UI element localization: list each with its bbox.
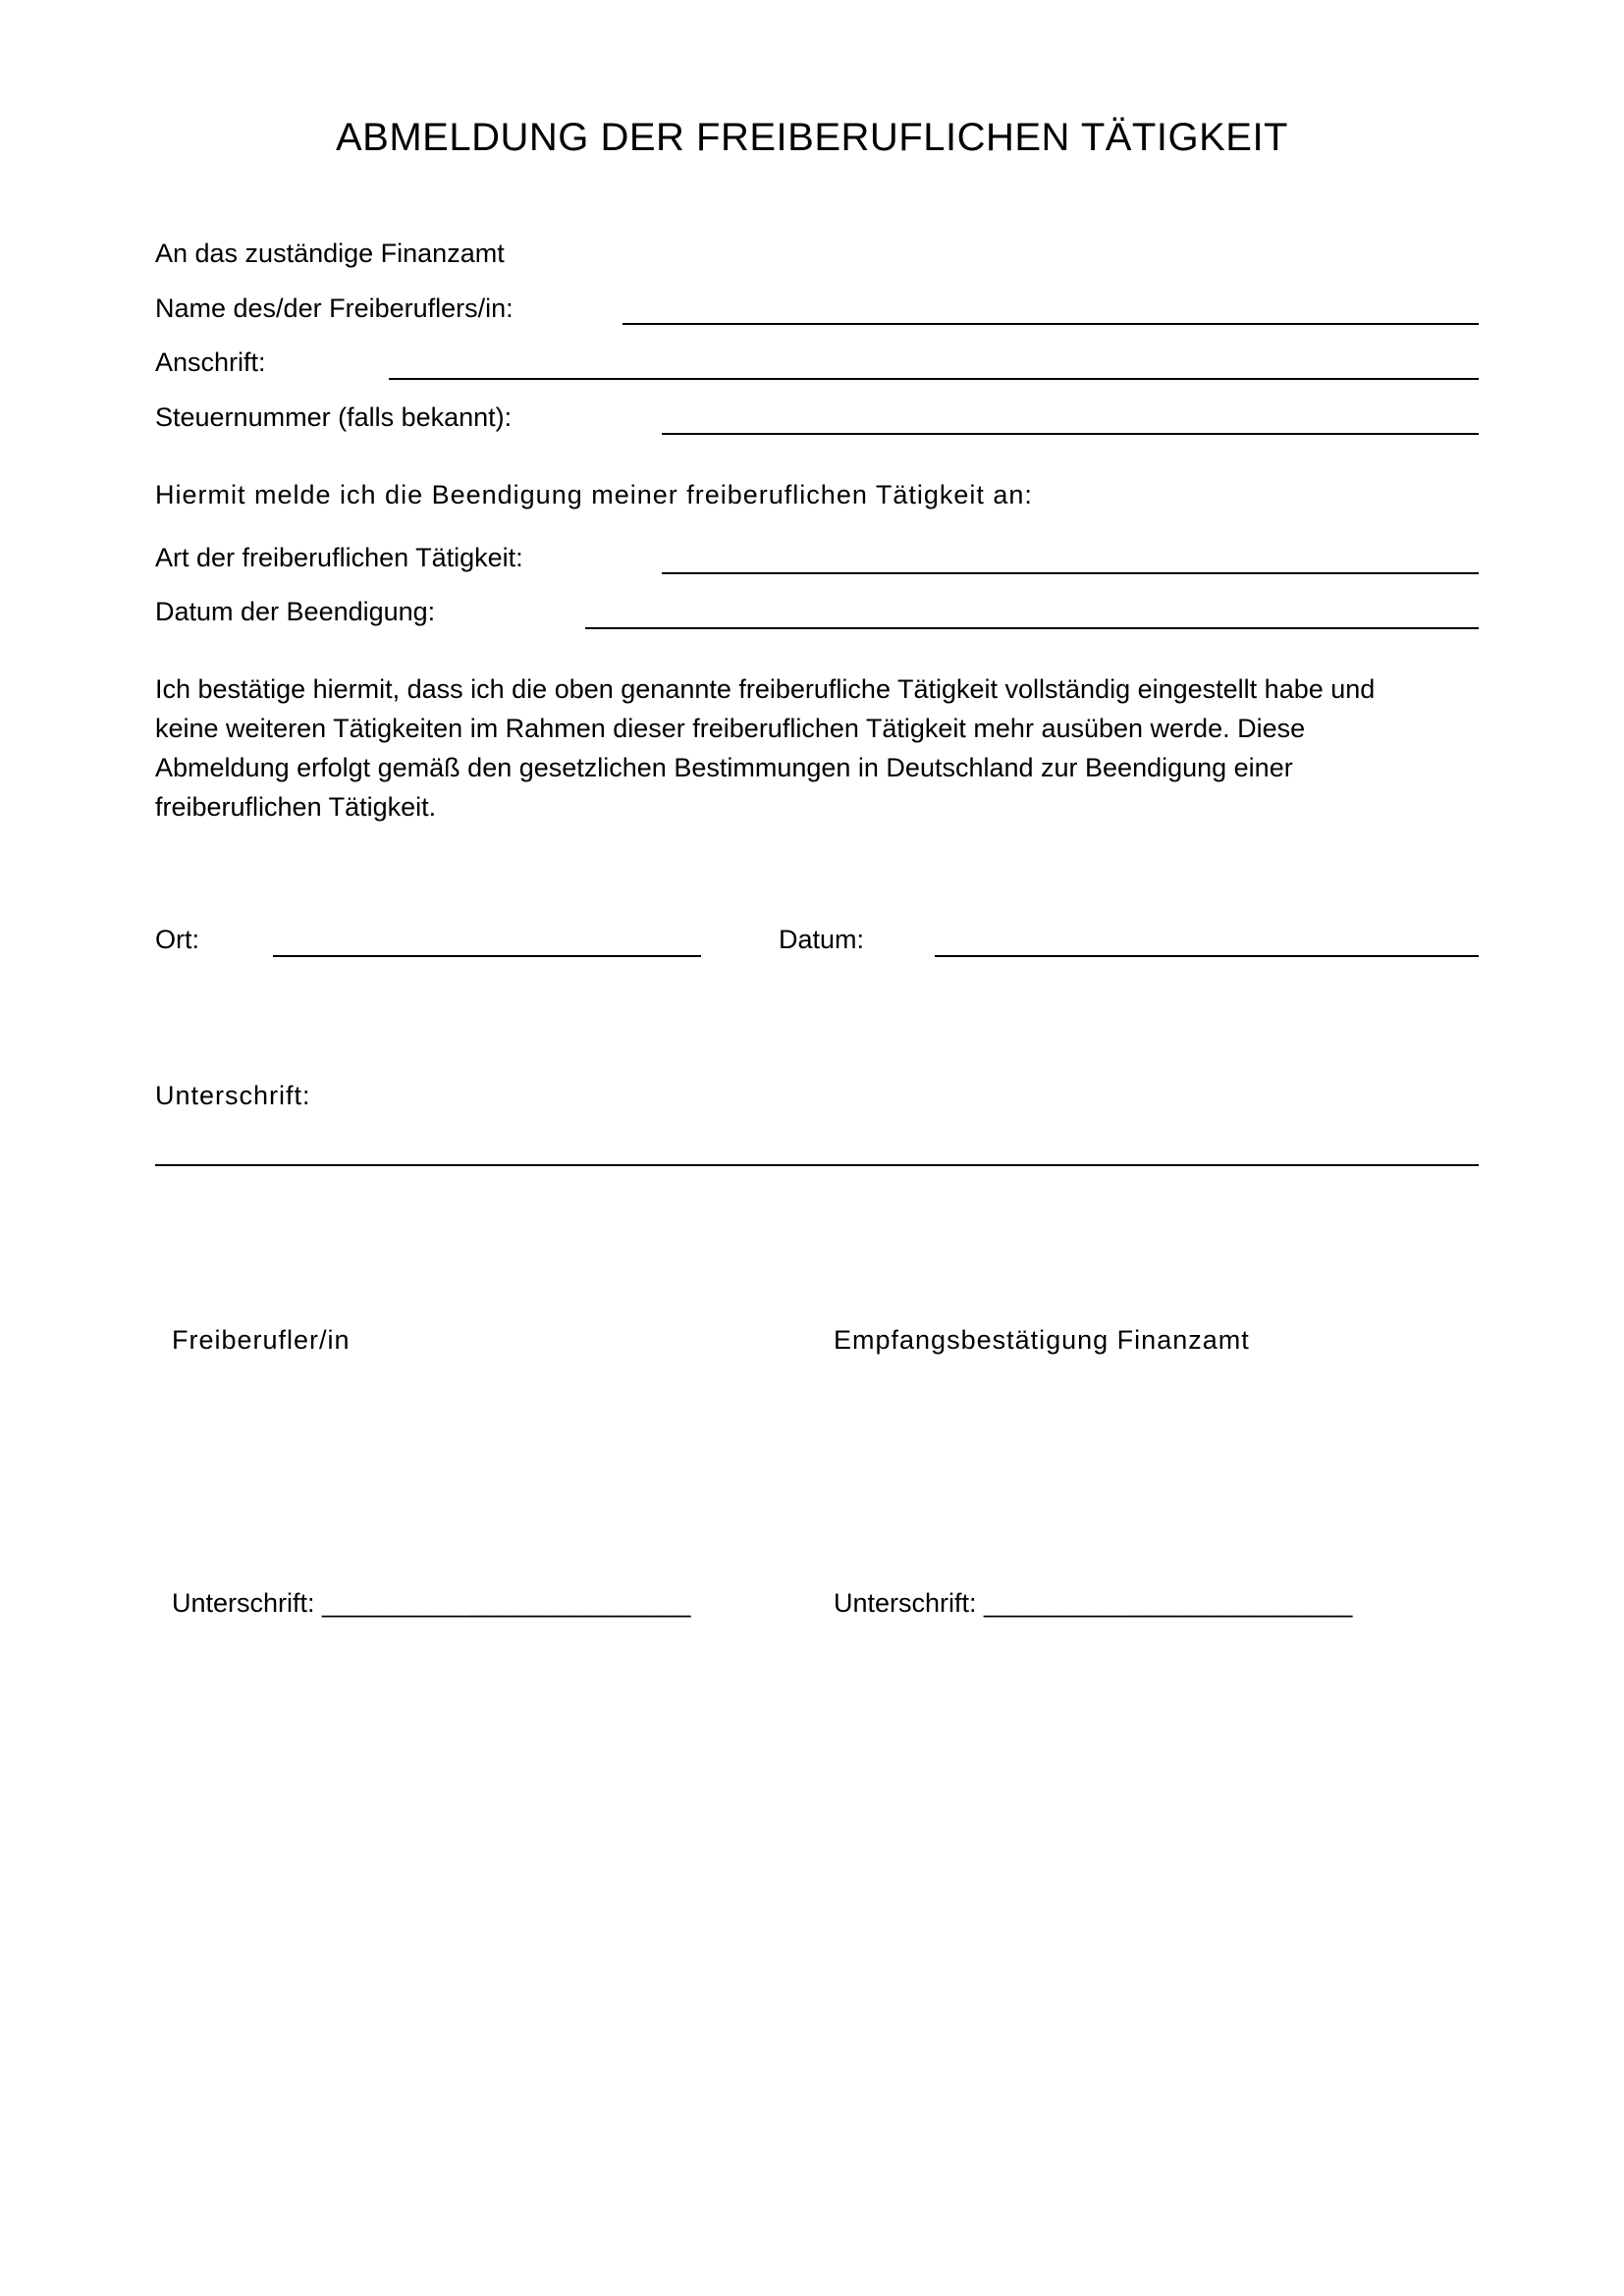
end-date-label: Datum der Beendigung: [155, 597, 436, 626]
activity-label: Art der freiberuflichen Tätigkeit: [155, 543, 523, 572]
address-label: Anschrift: [155, 347, 266, 377]
intro-text: Hiermit melde ich die Beendigung meiner freiberuflichen Tätigkeit an: [155, 480, 1033, 509]
tax-number-label: Steuernummer (falls bekannt): [155, 402, 513, 432]
footer-right-heading: Empfangsbestätigung Finanzamt [834, 1325, 1250, 1355]
confirmation-line: keine weiteren Tätigkeiten im Rahmen dieser freiberuflichen Tätigkeit mehr ausüben werde. Diese [155, 714, 1306, 743]
place-label: Ort: [155, 925, 199, 954]
place-field-line[interactable] [273, 955, 701, 957]
confirmation-line: Ich bestätige hiermit, dass ich die oben genannte freiberufliche Tätigkeit vollständig eingestellt habe und [155, 674, 1376, 704]
recipient-line: An das zuständige Finanzamt [155, 239, 505, 268]
address-field-line[interactable] [389, 378, 1479, 380]
confirmation-paragraph [155, 669, 1490, 827]
tax-number-field-line[interactable] [662, 433, 1479, 435]
signature-field-line[interactable] [155, 1164, 1479, 1166]
footer-left-signature[interactable]: Unterschrift: _________________________ [172, 1588, 691, 1618]
confirmation-line: Abmeldung erfolgt gemäß den gesetzlichen Bestimmungen in Deutschland zur Beendigung einer [155, 753, 1293, 782]
name-label: Name des/der Freiberuflers/in: [155, 294, 514, 323]
end-date-field-line[interactable] [585, 627, 1479, 629]
name-field-line[interactable] [623, 323, 1479, 325]
signature-label: Unterschrift: [155, 1081, 311, 1110]
confirmation-line: freiberuflichen Tätigkeit. [155, 792, 437, 822]
document-title: ABMELDUNG DER FREIBERUFLICHEN TÄTIGKEIT [335, 116, 1288, 159]
date-field-line[interactable] [935, 955, 1479, 957]
activity-field-line[interactable] [662, 572, 1479, 574]
footer-left-heading: Freiberufler/in [172, 1325, 351, 1355]
date-label: Datum: [779, 925, 865, 954]
footer-right-signature[interactable]: Unterschrift: _________________________ [834, 1588, 1353, 1618]
